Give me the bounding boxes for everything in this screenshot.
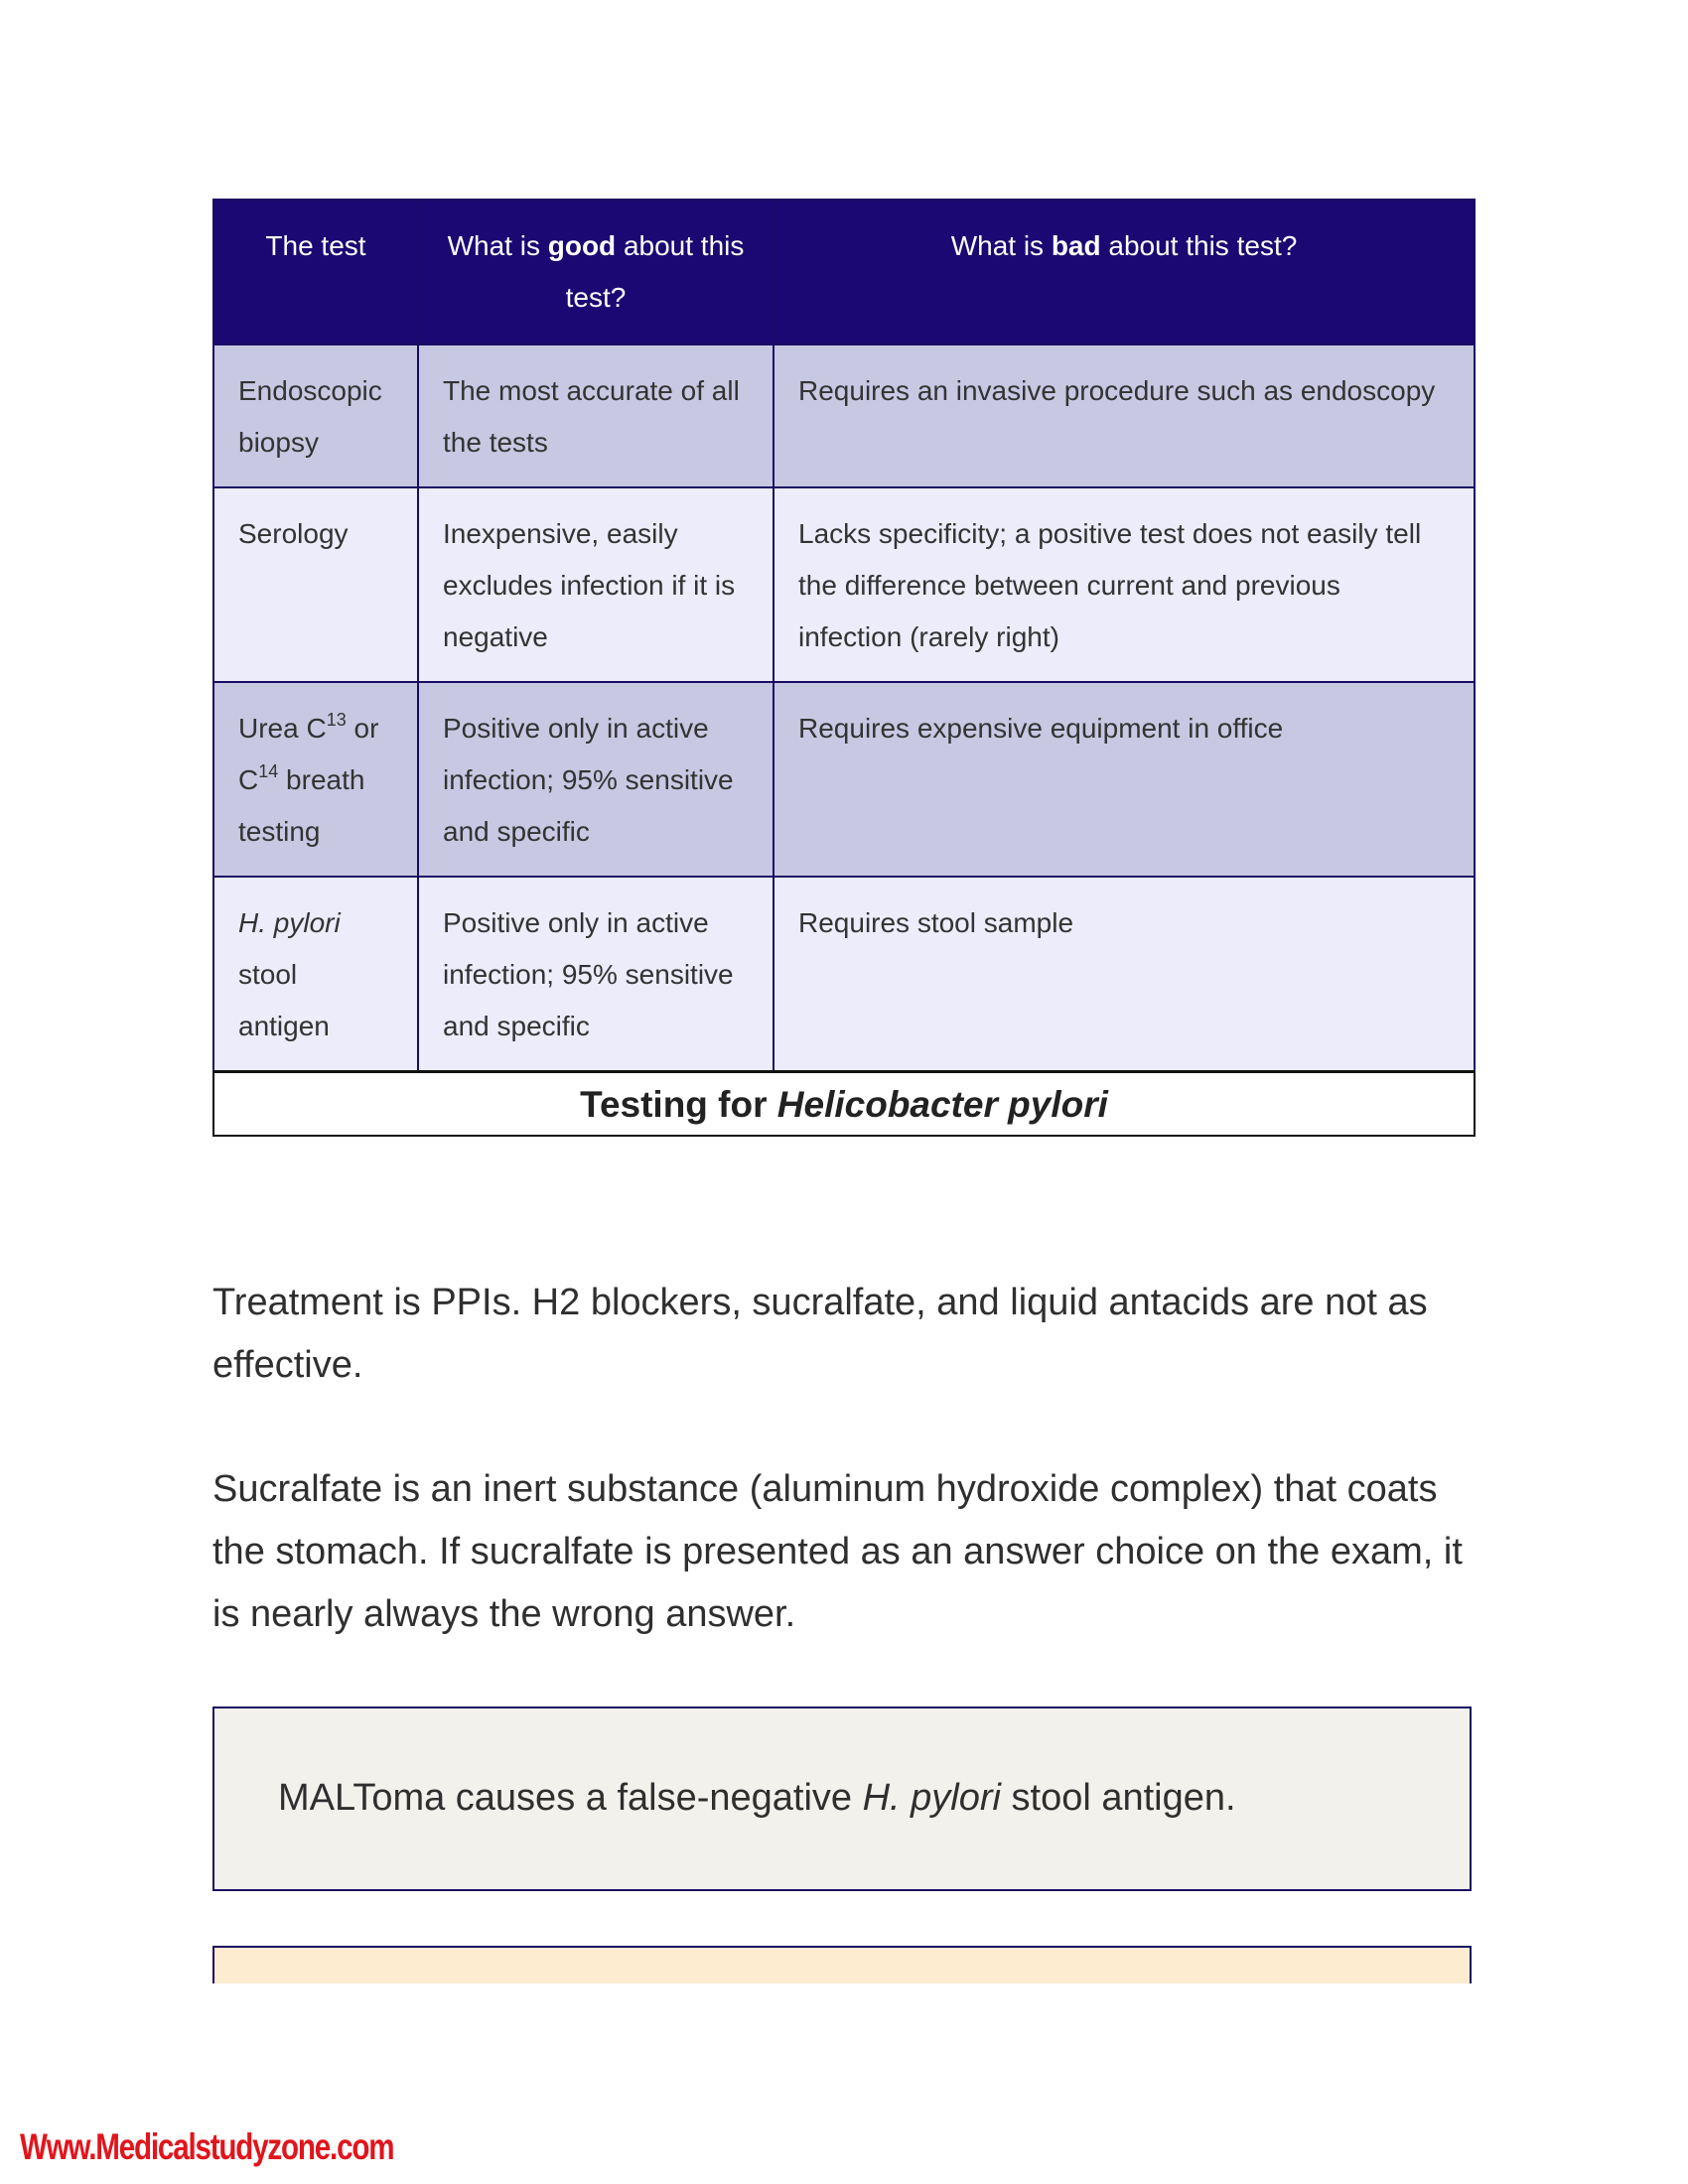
treatment-paragraph: Treatment is PPIs. H2 blockers, sucralfate, and liquid antacids are not as effective. [212, 1282, 1428, 1386]
table-header-row [213, 200, 1475, 344]
bad-cell: Requires an invasive procedure such as endoscopy [774, 344, 1475, 487]
next-callout-box-partial [212, 1946, 1472, 1983]
test-name-cell: Serology [213, 487, 418, 682]
bad-cell: Lacks specificity; a positive test does not easily tell the difference between current and previous infection (rarely right) [774, 487, 1475, 682]
table-row [213, 487, 1475, 682]
table-row [213, 682, 1475, 877]
table-row [213, 877, 1475, 1072]
callout-text: MALToma causes a false-negative H. pylori stool antigen. [278, 1777, 1236, 1819]
sucralfate-paragraph: Sucralfate is an inert substance (aluminum hydroxide complex) that coats the stomach. If sucralfate is presented as an answer choice on the exam, it is nearly always the wrong answer. [212, 1468, 1463, 1635]
header-good: What is good about this test? [418, 200, 774, 344]
maltoma-callout-box [212, 1706, 1472, 1891]
good-cell: Inexpensive, easily excludes infection if it is negative [418, 487, 774, 682]
header-the-test: The test [213, 200, 418, 344]
test-name-cell: Endoscopic biopsy [213, 344, 418, 487]
good-cell: Positive only in active infection; 95% sensitive and specific [418, 682, 774, 877]
table-caption-row [213, 1072, 1475, 1137]
bad-cell: Requires stool sample [774, 877, 1475, 1072]
table-row [213, 344, 1475, 487]
website-watermark: Www.Medicalstudyzone.com [20, 2126, 394, 2167]
test-name-cell: H. pylori stool antigen [213, 877, 418, 1072]
good-cell: Positive only in active infection; 95% sensitive and specific [418, 877, 774, 1072]
test-name-cell: Urea $C^{13}$ or $C^{14}$ breath testing [213, 682, 418, 877]
table-caption: Testing for Helicobacter pylori [213, 1072, 1475, 1137]
good-cell: The most accurate of all the tests [418, 344, 774, 487]
header-bad: What is bad about this test? [774, 200, 1475, 344]
bad-cell: Requires expensive equipment in office [774, 682, 1475, 877]
h-pylori-testing-table [212, 199, 1476, 1137]
